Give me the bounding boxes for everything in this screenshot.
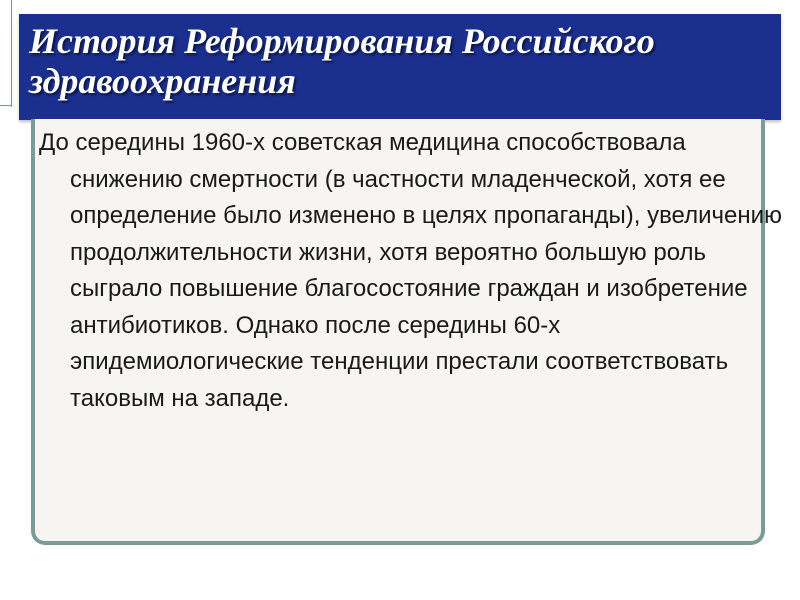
slide-body-text: До середины 1960-х советская медицина способствовала снижению смертности (в частности младенческой, хотя ее определение было изменено в целях пропаганды), увеличению продолжительности жизни, хотя вероятно большую роль сыграло повышение благосостояние граждан и изобретение антибиотиков. Однако после середины 60-х эпидемиологические тенденции престали соответствовать таковым на западе.: [39, 129, 783, 412]
slide-title: История Реформирования Российского здравоохранения: [29, 21, 655, 101]
decorative-horizontal-rule: [0, 105, 12, 106]
decorative-vertical-rule: [11, 0, 12, 107]
